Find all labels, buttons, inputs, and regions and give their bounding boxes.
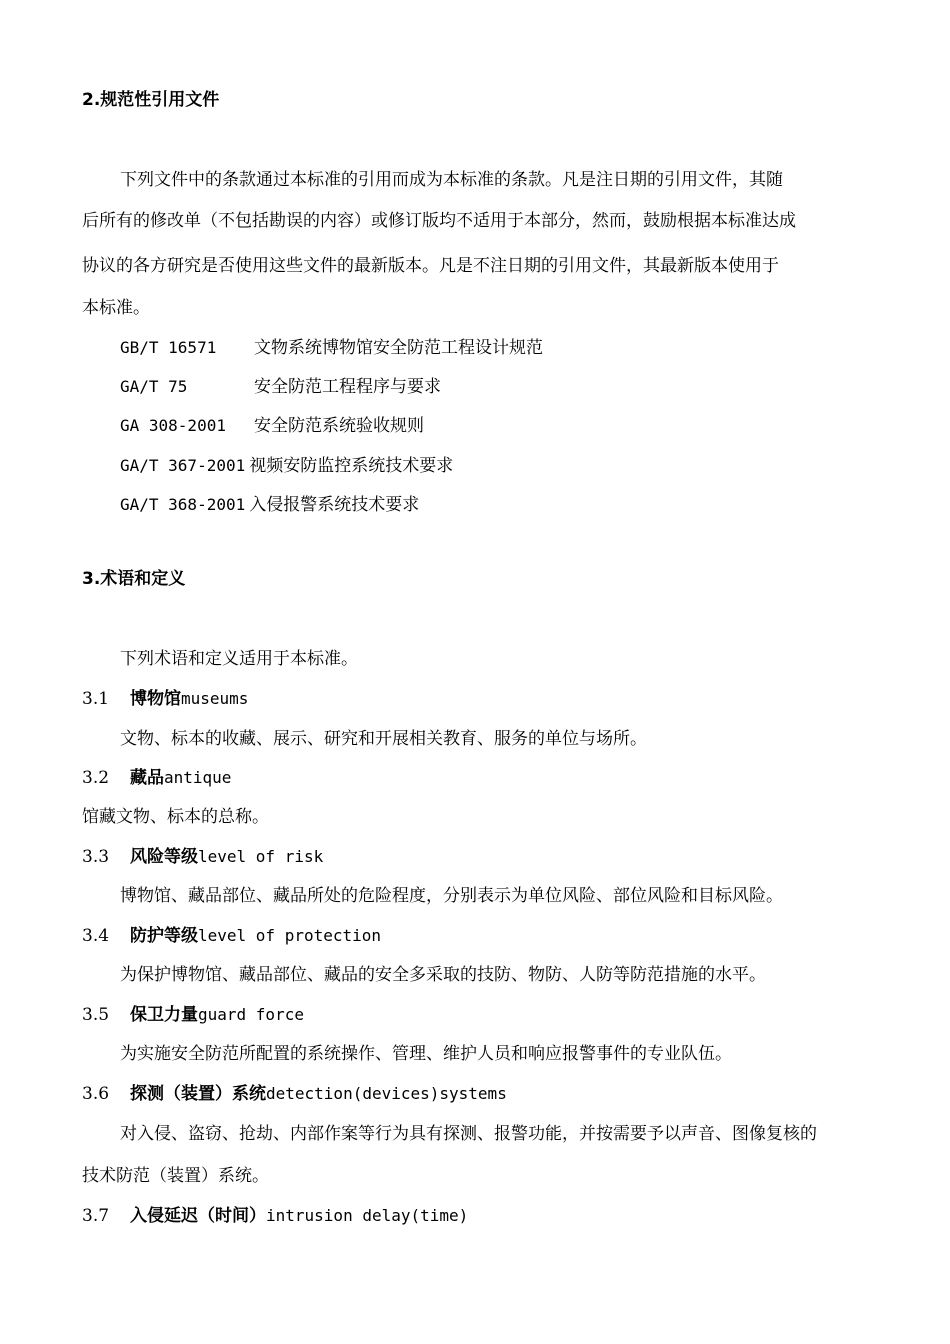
section-2-intro-line-2: 后所有的修改单（不包括勘误的内容）或修订版均不适用于本部分，然而，鼓励根据本标准达成 bbox=[82, 211, 796, 231]
reference-code: GA/T 75 bbox=[120, 377, 188, 396]
term-english: detection(devices)systems bbox=[266, 1084, 507, 1103]
term-chinese: 风险等级 bbox=[130, 847, 198, 867]
term-definition: 为保护博物馆、藏品部位、藏品的安全多采取的技防、物防、人防等防范措施的水平。 bbox=[120, 965, 766, 985]
term-number: 3.1 bbox=[82, 689, 110, 709]
term-chinese: 藏品 bbox=[130, 768, 164, 788]
term-number: 3.4 bbox=[82, 926, 110, 946]
section-3-intro: 下列术语和定义适用于本标准。 bbox=[120, 649, 358, 669]
section-heading-2: 2.规范性引用文件 bbox=[82, 90, 220, 110]
reference-title: 视频安防监控系统技术要求 bbox=[249, 456, 454, 476]
term-number: 3.6 bbox=[82, 1084, 110, 1104]
reference-code: GB/T 16571 bbox=[120, 338, 217, 357]
term-english: level of protection bbox=[198, 926, 382, 945]
term-number: 3.2 bbox=[82, 768, 110, 788]
reference-item bbox=[120, 494, 419, 516]
term-definition: 馆藏文物、标本的总称。 bbox=[82, 807, 269, 827]
reference-title: 安全防范工程程序与要求 bbox=[254, 377, 441, 397]
term-chinese: 保卫力量 bbox=[130, 1005, 198, 1025]
term-english: antique bbox=[164, 768, 232, 787]
section-heading-3: 3.术语和定义 bbox=[82, 569, 186, 589]
term-heading bbox=[82, 1083, 507, 1105]
reference-code: GA/T 367-2001 bbox=[120, 456, 246, 475]
term-english: intrusion delay(time) bbox=[266, 1206, 469, 1225]
term-definition: 博物馆、藏品部位、藏品所处的危险程度，分别表示为单位风险、部位风险和目标风险。 bbox=[120, 886, 783, 906]
reference-title: 入侵报警系统技术要求 bbox=[249, 495, 420, 515]
term-chinese: 博物馆 bbox=[130, 689, 181, 709]
reference-title: 安全防范系统验收规则 bbox=[254, 416, 424, 436]
reference-item bbox=[120, 337, 543, 359]
term-number: 3.5 bbox=[82, 1005, 110, 1025]
term-heading bbox=[82, 1004, 304, 1026]
term-english: guard force bbox=[198, 1005, 304, 1024]
term-heading bbox=[82, 1205, 468, 1227]
section-2-intro-line-3: 协议的各方研究是否使用这些文件的最新版本。凡是不注日期的引用文件，其最新版本使用于 bbox=[82, 256, 779, 276]
term-definition: 为实施安全防范所配置的系统操作、管理、维护人员和响应报警事件的专业队伍。 bbox=[120, 1044, 732, 1064]
reference-item bbox=[120, 415, 424, 437]
term-heading bbox=[82, 846, 323, 868]
term-heading bbox=[82, 925, 381, 947]
section-2-intro-line-1: 下列文件中的条款通过本标准的引用而成为本标准的条款。凡是注日期的引用文件，其随 bbox=[120, 170, 783, 190]
reference-title: 文物系统博物馆安全防范工程设计规范 bbox=[254, 338, 543, 358]
term-definition-continued: 技术防范（装置）系统。 bbox=[82, 1166, 269, 1186]
term-english: level of risk bbox=[198, 847, 324, 866]
term-chinese: 探测（装置）系统 bbox=[130, 1084, 266, 1104]
term-english: museums bbox=[181, 689, 249, 708]
reference-code: GA/T 368-2001 bbox=[120, 495, 246, 514]
term-number: 3.7 bbox=[82, 1206, 110, 1226]
reference-item bbox=[120, 376, 441, 398]
term-chinese: 入侵延迟（时间） bbox=[130, 1206, 266, 1226]
term-heading bbox=[82, 688, 248, 710]
term-chinese: 防护等级 bbox=[130, 926, 198, 946]
term-definition: 对入侵、盗窃、抢劫、内部作案等行为具有探测、报警功能，并按需要予以声音、图像复核的 bbox=[120, 1124, 817, 1144]
reference-code: GA 308-2001 bbox=[120, 416, 226, 435]
term-number: 3.3 bbox=[82, 847, 110, 867]
reference-item bbox=[120, 455, 453, 477]
term-definition: 文物、标本的收藏、展示、研究和开展相关教育、服务的单位与场所。 bbox=[120, 729, 647, 749]
term-heading bbox=[82, 767, 231, 789]
section-2-intro-line-4: 本标准。 bbox=[82, 298, 150, 318]
